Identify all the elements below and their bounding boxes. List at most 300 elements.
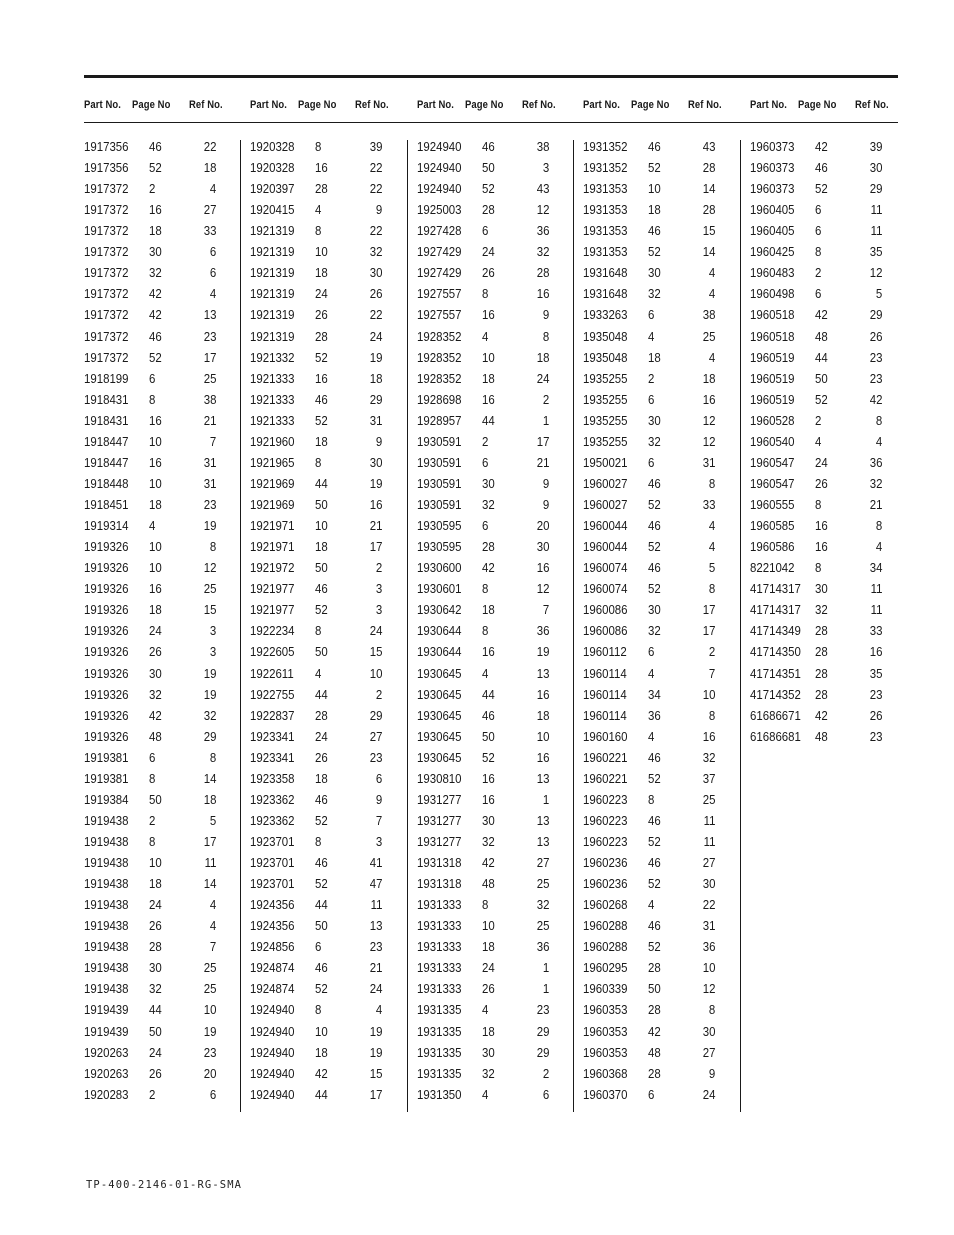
ref-number: 2 (542, 391, 549, 407)
ref-number: 18 (536, 707, 549, 723)
page-number: 46 (815, 160, 828, 176)
ref-number: 17 (369, 1086, 382, 1102)
part-number: 1933263 (583, 307, 628, 323)
part-number: 1923358 (250, 770, 295, 786)
part-number: 1931333 (417, 897, 462, 913)
page-number: 2 (149, 181, 156, 197)
table-row (0, 791, 954, 812)
page-number: 16 (149, 581, 162, 597)
part-number: 1960027 (583, 497, 628, 513)
page-number: 24 (315, 728, 328, 744)
page-number: 10 (149, 433, 162, 449)
ref-number: 17 (702, 602, 715, 618)
ref-number: 22 (369, 307, 382, 323)
part-number: 1960353 (583, 1044, 628, 1060)
part-number: 1960555 (750, 497, 795, 513)
ref-number: 21 (869, 497, 882, 513)
page-number: 8 (315, 454, 322, 470)
ref-number: 16 (702, 728, 715, 744)
page-number: 46 (648, 749, 661, 765)
ref-number: 4 (708, 265, 715, 281)
page-number: 48 (149, 728, 162, 744)
part-number: 1960112 (583, 644, 627, 660)
page-number: 42 (815, 707, 828, 723)
ref-number: 21 (369, 960, 382, 976)
page-number: 24 (482, 960, 495, 976)
page-number: 46 (648, 223, 661, 239)
table-row (0, 243, 954, 264)
part-number: 1924940 (250, 1086, 295, 1102)
ref-number: 4 (875, 539, 882, 555)
page-number: 2 (648, 370, 655, 386)
page-number: 8 (149, 770, 156, 786)
part-number: 1931335 (417, 1044, 462, 1060)
ref-number: 11 (870, 581, 882, 597)
part-number: 1931350 (417, 1086, 462, 1102)
table-row (0, 707, 954, 728)
header-part-no: Part No. (417, 99, 454, 111)
page-number: 16 (815, 539, 828, 555)
table-row (0, 896, 954, 917)
page-number: 30 (149, 665, 162, 681)
table-row (0, 285, 954, 306)
page-number: 52 (315, 602, 328, 618)
page-number: 6 (648, 1086, 655, 1102)
part-number: 1960547 (750, 475, 795, 491)
part-number: 1960114 (583, 707, 627, 723)
page-number: 8 (149, 391, 156, 407)
part-number: 1925003 (417, 202, 462, 218)
column-headers (0, 99, 954, 115)
ref-number: 9 (542, 475, 549, 491)
part-number: 1917372 (84, 307, 129, 323)
part-number: 1923362 (250, 812, 295, 828)
ref-number: 31 (369, 412, 382, 428)
page-number: 46 (315, 791, 328, 807)
page-number: 44 (315, 686, 328, 702)
part-number: 1931352 (583, 139, 628, 154)
part-number: 1960518 (750, 328, 795, 344)
page-number: 52 (315, 876, 328, 892)
page-number: 18 (482, 1023, 495, 1039)
page-number: 8 (482, 581, 489, 597)
table-row (0, 328, 954, 349)
table-row (0, 938, 954, 959)
part-number: 1920263 (84, 1065, 129, 1081)
page-number: 28 (815, 623, 828, 639)
page-number: 32 (482, 497, 495, 513)
table-row (0, 391, 954, 412)
part-number: 1960373 (750, 160, 795, 176)
part-number: 1921971 (250, 539, 295, 555)
part-number: 1930591 (417, 454, 462, 470)
page-number: 52 (815, 391, 828, 407)
ref-number: 6 (209, 265, 216, 281)
page-number: 46 (315, 855, 328, 871)
ref-number: 26 (869, 328, 882, 344)
ref-number: 16 (536, 560, 549, 576)
part-number: 1931333 (417, 981, 462, 997)
ref-number: 10 (369, 665, 382, 681)
page-number: 2 (149, 1086, 156, 1102)
page-number: 48 (648, 1044, 661, 1060)
ref-number: 15 (702, 223, 715, 239)
part-number: 1919438 (84, 960, 129, 976)
part-number: 1917372 (84, 244, 129, 260)
ref-number: 3 (375, 581, 382, 597)
part-number: 1930644 (417, 623, 462, 639)
page-number: 46 (149, 328, 162, 344)
ref-number: 18 (369, 370, 382, 386)
page-number: 46 (648, 518, 661, 534)
part-number: 1931333 (417, 960, 462, 976)
page-number: 42 (149, 707, 162, 723)
ref-number: 9 (375, 202, 382, 218)
header-ref-no: Ref No. (355, 99, 389, 111)
page-number: 52 (648, 939, 661, 955)
ref-number: 22 (203, 139, 216, 154)
header-page-no: Page No (631, 99, 670, 111)
ref-number: 15 (203, 602, 216, 618)
page-number: 32 (149, 981, 162, 997)
part-number: 1930591 (417, 475, 462, 491)
ref-number: 27 (702, 1044, 715, 1060)
part-number: 1931335 (417, 1023, 462, 1039)
page-number: 16 (149, 202, 162, 218)
ref-number: 5 (875, 286, 882, 302)
page-number: 42 (648, 1023, 661, 1039)
page-number: 16 (482, 391, 495, 407)
ref-number: 10 (702, 686, 715, 702)
part-number: 1919326 (84, 539, 129, 555)
page-number: 26 (482, 265, 495, 281)
page-number: 18 (648, 349, 661, 365)
part-number: 1919326 (84, 728, 129, 744)
ref-number: 4 (375, 1002, 382, 1018)
page-number: 8 (482, 623, 489, 639)
part-number: 1919438 (84, 812, 129, 828)
page-number: 18 (315, 539, 328, 555)
page-number: 50 (815, 370, 828, 386)
part-number: 1919439 (84, 1023, 129, 1039)
ref-number: 9 (542, 307, 549, 323)
ref-number: 11 (703, 812, 715, 828)
page-number: 24 (149, 623, 162, 639)
ref-number: 16 (869, 644, 882, 660)
ref-number: 3 (375, 833, 382, 849)
ref-number: 16 (702, 391, 715, 407)
part-number: 1923341 (250, 728, 295, 744)
page-number: 52 (648, 770, 661, 786)
part-number: 1919326 (84, 665, 129, 681)
ref-number: 16 (536, 286, 549, 302)
ref-number: 18 (203, 791, 216, 807)
part-number: 1930601 (417, 581, 462, 597)
page-number: 8 (149, 833, 156, 849)
page-number: 6 (149, 749, 156, 765)
page-number: 50 (315, 918, 328, 934)
part-number: 1923341 (250, 749, 295, 765)
ref-number: 24 (369, 981, 382, 997)
header-ref-no: Ref No. (688, 99, 722, 111)
ref-number: 35 (869, 665, 882, 681)
part-number: 1960295 (583, 960, 628, 976)
page-number: 10 (315, 1023, 328, 1039)
ref-number: 4 (875, 433, 882, 449)
part-number: 1924356 (250, 897, 295, 913)
page-number: 8 (815, 497, 822, 513)
page-number: 30 (149, 244, 162, 260)
ref-number: 7 (209, 939, 216, 955)
ref-number: 4 (209, 918, 216, 934)
part-number: 1921333 (250, 412, 295, 428)
ref-number: 31 (203, 454, 216, 470)
part-number: 1950021 (583, 454, 628, 470)
table-row (0, 1065, 954, 1086)
part-number: 8221042 (750, 560, 795, 576)
page-number: 10 (149, 475, 162, 491)
table-row (0, 833, 954, 854)
ref-number: 14 (203, 876, 216, 892)
part-number: 1960353 (583, 1002, 628, 1018)
page-number: 6 (482, 454, 489, 470)
page-number: 18 (482, 939, 495, 955)
page-number: 26 (815, 475, 828, 491)
ref-number: 9 (375, 433, 382, 449)
part-number: 1924856 (250, 939, 295, 955)
part-number: 1960519 (750, 370, 795, 386)
page-number: 50 (482, 728, 495, 744)
part-number: 1960288 (583, 939, 628, 955)
ref-number: 6 (542, 1086, 549, 1102)
page-number: 18 (482, 370, 495, 386)
page-number: 26 (482, 981, 495, 997)
table-row (0, 264, 954, 285)
part-number: 1935048 (583, 328, 628, 344)
page-number: 50 (315, 560, 328, 576)
ref-number: 16 (536, 749, 549, 765)
table-row (0, 433, 954, 454)
ref-number: 43 (536, 181, 549, 197)
part-number: 1931353 (583, 202, 628, 218)
ref-number: 19 (203, 1023, 216, 1039)
page-number: 52 (149, 160, 162, 176)
part-number: 1924874 (250, 981, 295, 997)
page-number: 52 (648, 497, 661, 513)
ref-number: 27 (536, 855, 549, 871)
ref-number: 5 (708, 560, 715, 576)
part-number: 1921972 (250, 560, 295, 576)
ref-number: 10 (536, 728, 549, 744)
part-number: 1917356 (84, 160, 129, 176)
ref-number: 12 (536, 581, 549, 597)
part-number: 1919326 (84, 602, 129, 618)
ref-number: 14 (702, 244, 715, 260)
part-number: 61686681 (750, 728, 801, 744)
part-number: 1919384 (84, 791, 129, 807)
ref-number: 3 (542, 160, 549, 176)
ref-number: 29 (869, 307, 882, 323)
page-number: 4 (482, 1086, 489, 1102)
ref-number: 29 (369, 707, 382, 723)
ref-number: 27 (369, 728, 382, 744)
ref-number: 3 (209, 623, 216, 639)
ref-number: 7 (209, 433, 216, 449)
page-number: 2 (482, 433, 489, 449)
page-number: 16 (815, 518, 828, 534)
part-number: 1918199 (84, 370, 129, 386)
part-number: 1919438 (84, 981, 129, 997)
part-number: 1922234 (250, 623, 295, 639)
page-number: 28 (482, 539, 495, 555)
header-page-no: Page No (465, 99, 504, 111)
part-number: 1921977 (250, 581, 295, 597)
page-number: 4 (648, 665, 655, 681)
page-number: 4 (482, 1002, 489, 1018)
page-number: 16 (482, 307, 495, 323)
part-number: 1924940 (417, 181, 462, 197)
page-number: 4 (149, 518, 156, 534)
part-number: 1918448 (84, 475, 129, 491)
ref-number: 2 (375, 686, 382, 702)
page-number: 32 (648, 286, 661, 302)
ref-number: 8 (542, 328, 549, 344)
table-row (0, 959, 954, 980)
ref-number: 9 (708, 1065, 715, 1081)
part-number: 1919438 (84, 897, 129, 913)
part-number: 1917372 (84, 286, 129, 302)
page-number: 8 (648, 791, 655, 807)
ref-number: 13 (203, 307, 216, 323)
table-row (0, 749, 954, 770)
ref-number: 38 (536, 139, 549, 154)
ref-number: 36 (536, 223, 549, 239)
part-number: 1919438 (84, 876, 129, 892)
part-number: 1960223 (583, 791, 628, 807)
page-number: 36 (648, 707, 661, 723)
ref-number: 13 (536, 665, 549, 681)
ref-number: 25 (203, 981, 216, 997)
page-number: 16 (149, 412, 162, 428)
part-number: 1960519 (750, 349, 795, 365)
part-number: 41714350 (750, 644, 801, 660)
ref-number: 28 (536, 265, 549, 281)
part-number: 1935048 (583, 349, 628, 365)
page-number: 4 (815, 433, 822, 449)
ref-number: 29 (869, 181, 882, 197)
page-number: 52 (482, 749, 495, 765)
page-number: 2 (815, 265, 822, 281)
ref-number: 6 (209, 244, 216, 260)
page-number: 4 (315, 202, 322, 218)
page-number: 4 (648, 728, 655, 744)
page-number: 42 (815, 139, 828, 154)
page-number: 8 (315, 223, 322, 239)
part-number: 1960288 (583, 918, 628, 934)
ref-number: 21 (369, 518, 382, 534)
ref-number: 31 (203, 475, 216, 491)
part-number: 1931333 (417, 918, 462, 934)
part-number: 1917372 (84, 202, 129, 218)
table-row (0, 686, 954, 707)
part-number: 1960373 (750, 181, 795, 197)
ref-number: 24 (369, 623, 382, 639)
page-number: 6 (315, 939, 322, 955)
part-number: 1930645 (417, 665, 462, 681)
part-number: 1920283 (84, 1086, 129, 1102)
part-number: 1921319 (250, 265, 295, 281)
page-number: 24 (315, 286, 328, 302)
part-number: 1923701 (250, 876, 295, 892)
table-row (0, 1086, 954, 1107)
page-number: 4 (482, 328, 489, 344)
part-number: 1921977 (250, 602, 295, 618)
ref-number: 28 (702, 160, 715, 176)
part-number: 1960353 (583, 1023, 628, 1039)
part-number: 1920415 (250, 202, 295, 218)
table-row (0, 643, 954, 664)
header-ref-no: Ref No. (855, 99, 889, 111)
table-row (0, 980, 954, 1001)
part-number: 1919438 (84, 939, 129, 955)
page-number: 8 (315, 139, 322, 154)
part-number: 1960425 (750, 244, 795, 260)
ref-number: 23 (203, 1044, 216, 1060)
header-page-no: Page No (798, 99, 837, 111)
ref-number: 20 (203, 1065, 216, 1081)
page-number: 32 (149, 265, 162, 281)
page-number: 16 (315, 160, 328, 176)
ref-number: 14 (203, 770, 216, 786)
part-number: 1921332 (250, 349, 295, 365)
ref-number: 23 (869, 728, 882, 744)
ref-number: 15 (369, 644, 382, 660)
part-number: 1931353 (583, 223, 628, 239)
page-number: 30 (648, 412, 661, 428)
ref-number: 18 (203, 160, 216, 176)
ref-number: 25 (203, 370, 216, 386)
part-number: 1927557 (417, 307, 462, 323)
ref-number: 4 (708, 539, 715, 555)
table-row (0, 622, 954, 643)
part-number: 1917356 (84, 139, 129, 154)
ref-number: 29 (203, 728, 216, 744)
part-number: 1930645 (417, 686, 462, 702)
ref-number: 24 (536, 370, 549, 386)
ref-number: 2 (542, 1065, 549, 1081)
ref-number: 17 (536, 433, 549, 449)
ref-number: 4 (708, 349, 715, 365)
part-number: 1960236 (583, 876, 628, 892)
part-number: 1935255 (583, 433, 628, 449)
ref-number: 23 (203, 328, 216, 344)
ref-number: 8 (708, 475, 715, 491)
page-number: 50 (482, 160, 495, 176)
ref-number: 10 (702, 960, 715, 976)
ref-number: 12 (702, 412, 715, 428)
page-number: 18 (149, 876, 162, 892)
page-number: 32 (648, 433, 661, 449)
ref-number: 36 (536, 623, 549, 639)
page-number: 32 (648, 623, 661, 639)
page-number: 50 (149, 1023, 162, 1039)
ref-number: 36 (702, 939, 715, 955)
page-number: 46 (648, 560, 661, 576)
part-number: 1960074 (583, 560, 628, 576)
part-number: 1917372 (84, 328, 129, 344)
page-number: 52 (648, 539, 661, 555)
ref-number: 36 (869, 454, 882, 470)
